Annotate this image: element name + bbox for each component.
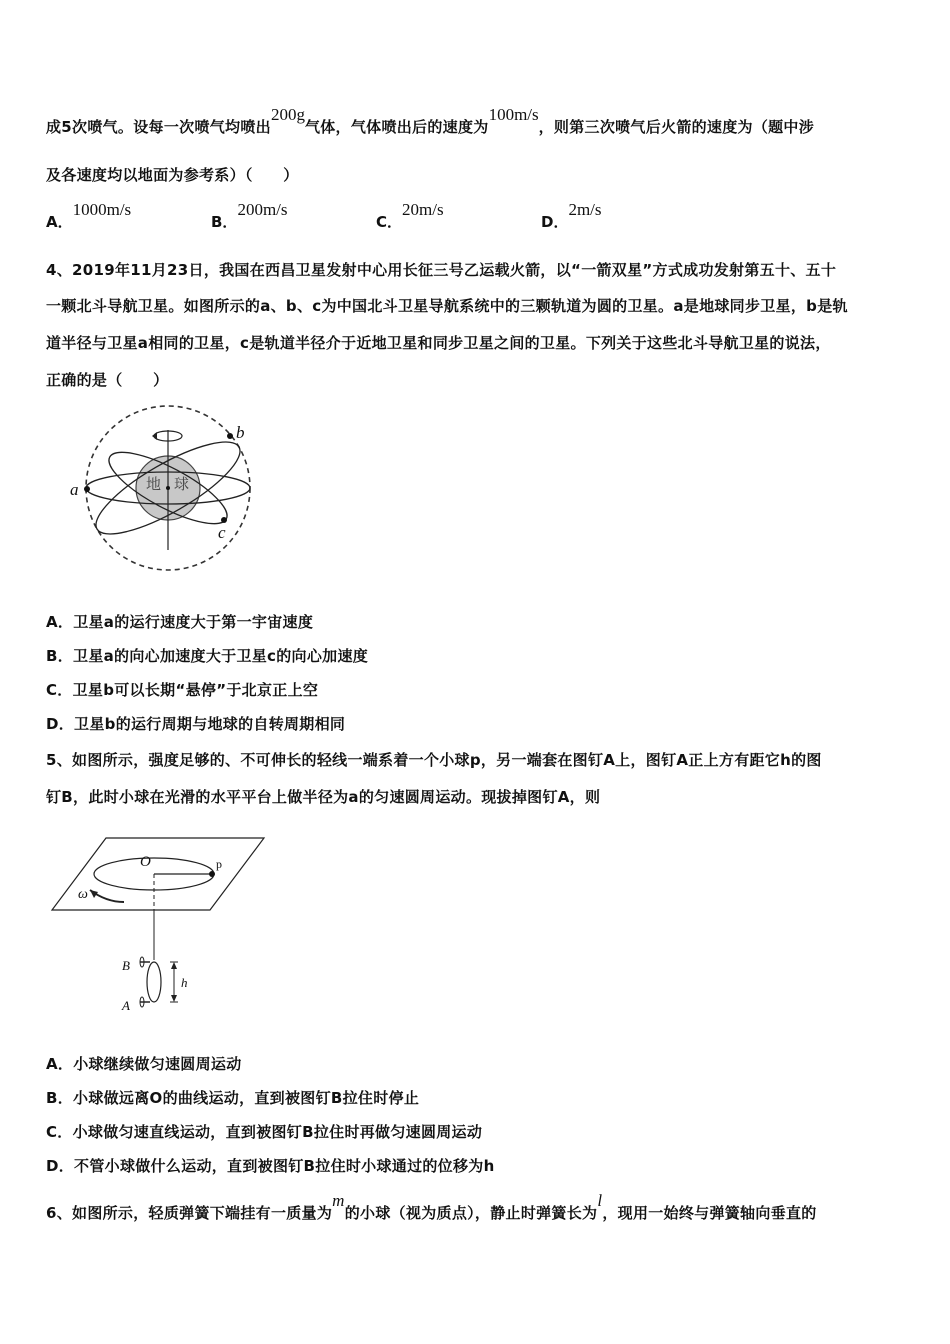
label-b: B (122, 958, 130, 973)
satellite-a (84, 486, 90, 492)
label-a: A (122, 998, 130, 1013)
q5-option-a: A．小球继续做匀速圆周运动 (46, 1055, 242, 1073)
q6-line-1 (46, 1191, 817, 1223)
q4-line-1: 4、2019年11月23日，我国在西昌卫星发射中心用长征三号乙运载火箭，以“一箭双星”方式成功发射第五十、五十 (46, 261, 837, 279)
label-h: h (181, 975, 188, 990)
h-arrow-up-icon (171, 962, 177, 969)
h-arrow-down-icon (171, 995, 177, 1002)
q3-option-b-value: 200m/s (237, 200, 288, 219)
q3-option-b-label: B． (211, 213, 238, 231)
q5-option-c: C．小球做匀速直线运动，直到被图钉B拉住时再做匀速圆周运动 (46, 1123, 483, 1141)
q3-option-a-label: A． (46, 213, 73, 231)
q4-line-4: 正确的是（ ） (46, 371, 169, 389)
q3-option-d (541, 200, 602, 232)
q4-option-a: A．卫星a的运行速度大于第一宇宙速度 (46, 613, 314, 631)
ball-p (209, 871, 215, 877)
q6-text-1c: ，现用一始终与弹簧轴向垂直的 (602, 1204, 817, 1222)
label-o: O (140, 854, 151, 870)
q4-option-c: C．卫星b可以长期“悬停”于北京正上空 (46, 681, 319, 699)
label-omega: ω (78, 887, 88, 902)
q4-line-3: 道半径与卫星a相同的卫星，c是轨道半径介于近地卫星和同步卫星之间的卫星。下列关于这些北斗导航卫星的说法， (46, 334, 831, 352)
label-p: p (216, 857, 222, 871)
q6-mass-symbol: m (332, 1191, 345, 1210)
q3-speed: 100m/s (488, 105, 539, 124)
q3-option-d-value: 2m/s (568, 200, 602, 219)
q4-line-2: 一颗北斗导航卫星。如图所示的a、b、c为中国北斗卫星导航系统中的三颗轨道为圆的卫星。a是地球同步卫星，b是轨 (46, 297, 848, 315)
q3-option-c-label: C． (376, 213, 403, 231)
satellite-b (227, 433, 233, 439)
q3-line-1 (46, 105, 815, 137)
label-c: c (218, 523, 226, 542)
q5-line-1: 5、如图所示，强度足够的、不可伸长的轻线一端系着一个小球p，另一端套在图钉A上，图钉A正上方有距它h的图 (46, 751, 822, 769)
label-a: a (70, 480, 79, 499)
string-loop (147, 962, 161, 1002)
pin-string-figure (50, 832, 270, 1022)
q5-option-b: B．小球做远离O的曲线运动，直到被图钉B拉住时停止 (46, 1089, 420, 1107)
satellite-orbit-figure (60, 400, 260, 580)
q3-text-1c: ，则第三次喷气后火箭的速度为（题中涉 (538, 118, 815, 136)
q3-option-a (46, 200, 132, 232)
q6-text-1a: 6、如图所示，轻质弹簧下端挂有一质量为 (46, 1204, 333, 1222)
earth-center (166, 486, 170, 490)
q4-option-d: D．卫星b的运行周期与地球的自转周期相同 (46, 715, 346, 733)
q5-option-d: D．不管小球做什么运动，直到被图钉B拉住时小球通过的位移为h (46, 1157, 495, 1175)
q5-line-2: 钉B，此时小球在光滑的水平平台上做半径为a的匀速圆周运动。现拔掉图钉A，则 (46, 788, 601, 806)
earth-label-1: 地 (146, 477, 162, 493)
q3-option-b (211, 200, 288, 232)
q3-line-2: 及各速度均以地面为参考系）（ ） (46, 166, 299, 184)
q3-option-c (376, 200, 444, 232)
q4-option-b: B．卫星a的向心加速度大于卫星c的向心加速度 (46, 647, 369, 665)
earth-label-2: 球 (174, 477, 190, 493)
q6-length-symbol: l (597, 1191, 603, 1210)
rotation-arrowhead-icon (152, 432, 157, 440)
q3-text-1a: 成5次喷气。设每一次喷气均喷出 (46, 118, 271, 136)
q3-option-c-value: 20m/s (402, 200, 444, 219)
q3-text-1b: 气体，气体喷出后的速度为 (304, 118, 489, 136)
q6-text-1b: 的小球（视为质点），静止时弹簧长为 (344, 1204, 598, 1222)
label-b: b (236, 423, 245, 442)
q3-option-a-value: 1000m/s (72, 200, 132, 219)
q3-option-d-label: D． (541, 213, 569, 231)
q3-mass: 200g (270, 105, 305, 124)
